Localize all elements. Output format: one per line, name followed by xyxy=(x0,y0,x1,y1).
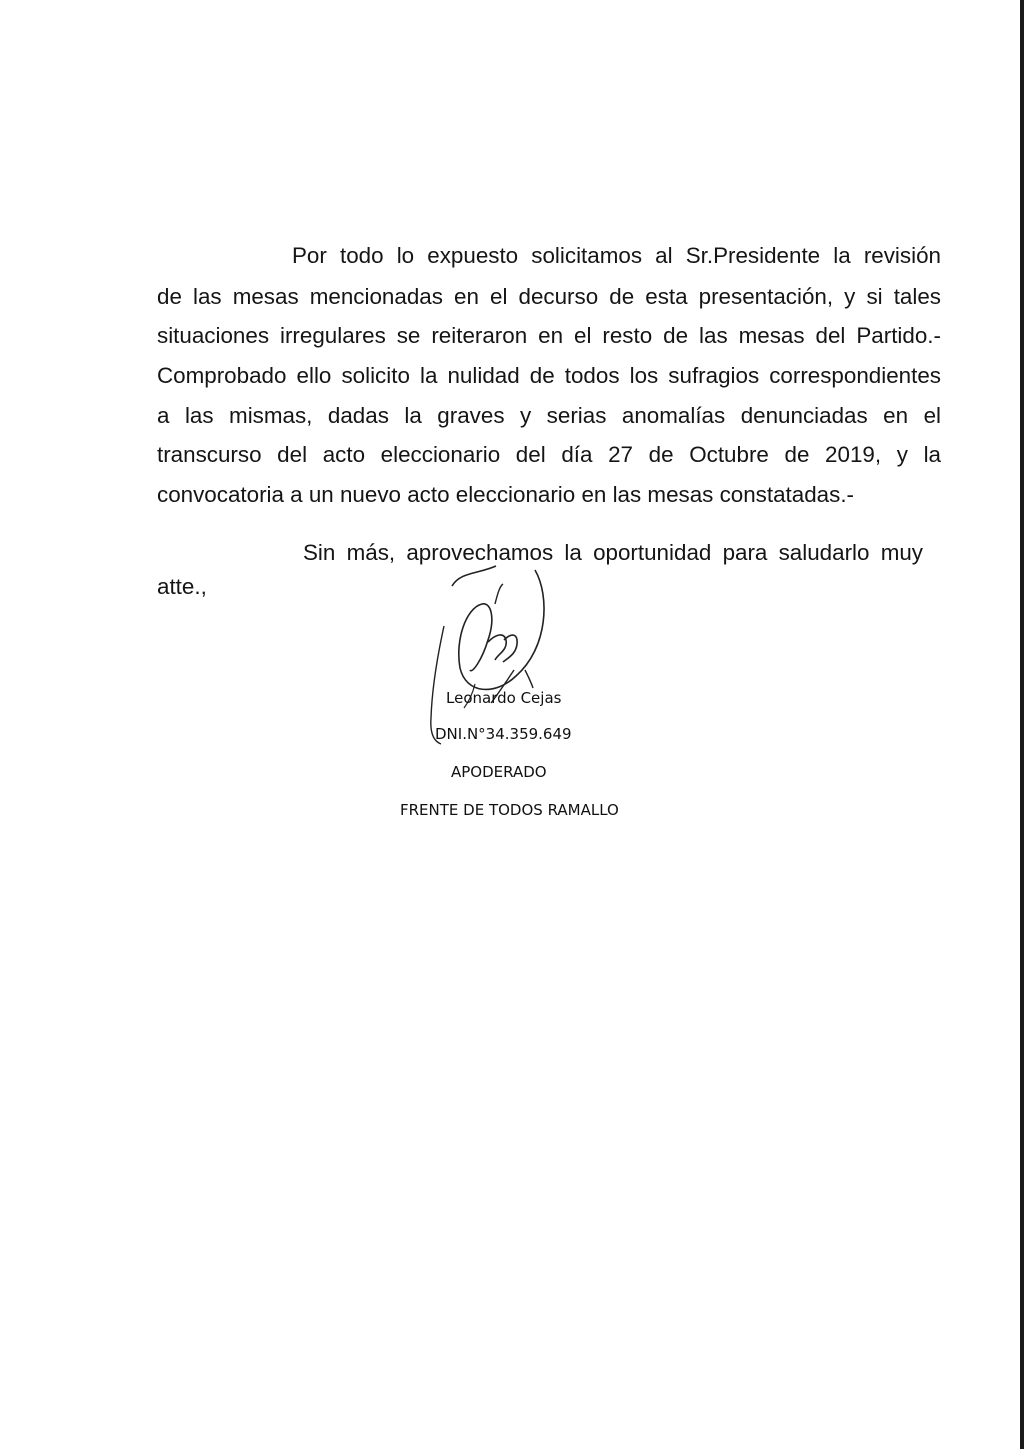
paragraph-1-line-4: Comprobado ello solicito la nulidad de todos los sufragios correspondientes xyxy=(157,363,941,388)
paragraph-1-line-5: a las mismas, dadas la graves y serias anomalías denunciadas en el xyxy=(157,403,941,428)
paragraph-1-line-3: situaciones irregulares se reiteraron en el resto de las mesas del Partido.- xyxy=(157,323,941,348)
signature-dni: DNI.N°34.359.649 xyxy=(435,725,572,743)
scan-edge xyxy=(1020,0,1024,1449)
paragraph-1-line-7: convocatoria a un nuevo acto eleccionario en las mesas constatadas.- xyxy=(157,482,855,507)
closing-line-2: atte., xyxy=(157,574,207,599)
paragraph-1-line-6: transcurso del acto eleccionario del día 27 de Octubre de 2019, y la xyxy=(157,442,941,467)
handwritten-signature xyxy=(400,548,570,748)
closing-line-1: Sin más, aprovechamos la oportunidad para saludarlo muy xyxy=(303,540,923,565)
paragraph-1-line-2: de las mesas mencionadas en el decurso de esta presentación, y si tales xyxy=(157,284,941,309)
signature-organization: FRENTE DE TODOS RAMALLO xyxy=(400,801,619,819)
paragraph-1-line-1: Por todo lo expuesto solicitamos al Sr.Presidente la revisión xyxy=(292,243,941,268)
signature-name: Leonardo Cejas xyxy=(446,689,562,707)
signature-role: APODERADO xyxy=(451,763,547,781)
